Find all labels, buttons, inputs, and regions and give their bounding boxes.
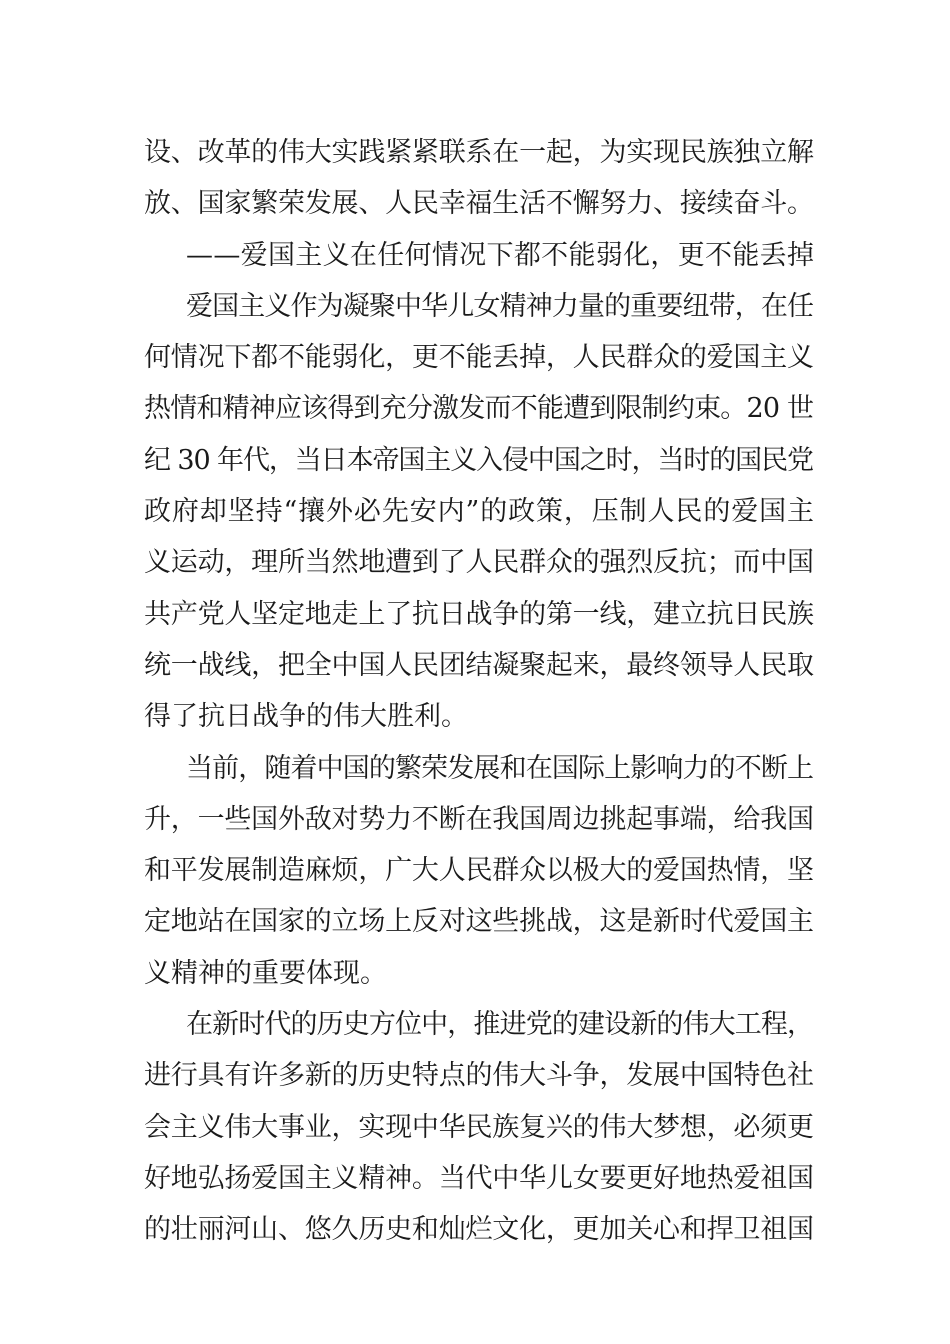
text-line: 热情和精神应该得到充分激发而不能遭到限制约束。20 世: [144, 393, 814, 425]
text-line: 进行具有许多新的历史特点的伟大斗争，发展中国特色社: [144, 1060, 814, 1092]
text-line: 好地弘扬爱国主义精神。当代中华儿女要更好地热爱祖国: [144, 1162, 814, 1194]
text-line: 的壮丽河山、悠久历史和灿烂文化，更加关心和捍卫祖国: [144, 1214, 814, 1246]
text-line: 义运动，理所当然地遭到了人民群众的强烈反抗；而中国: [144, 547, 814, 579]
text-line: 会主义伟大事业，实现中华民族复兴的伟大梦想，必须更: [144, 1111, 814, 1143]
text-line: 统一战线，把全中国人民团结凝聚起来，最终领导人民取: [144, 649, 814, 681]
text-line: 义精神的重要体现。: [144, 957, 387, 989]
text-line: 放、国家繁荣发展、人民幸福生活不懈努力、接续奋斗。: [144, 188, 814, 220]
section-heading: ——爱国主义在任何情况下都不能弱化，更不能丢掉: [186, 239, 815, 271]
paragraph-start-line: 爱国主义作为凝聚中华儿女精神力量的重要纽带，在任: [186, 290, 814, 322]
paragraph-start-line: 当前，随着中国的繁荣发展和在国际上影响力的不断上: [186, 752, 814, 784]
text-line: 何情况下都不能弱化，更不能丢掉，人民群众的爱国主义: [144, 342, 814, 374]
text-line: 共产党人坚定地走上了抗日战争的第一线，建立抗日民族: [144, 598, 814, 630]
text-line: 纪 30 年代，当日本帝国主义入侵中国之时，当时的国民党: [144, 444, 813, 476]
text-line: 定地站在国家的立场上反对这些挑战，这是新时代爱国主: [144, 906, 814, 938]
text-line: 和平发展制造麻烦，广大人民群众以极大的爱国热情，坚: [144, 855, 814, 887]
paragraph-start-line: 在新时代的历史方位中，推进党的建设新的伟大工程，: [186, 1009, 814, 1041]
text-line: 升，一些国外敌对势力不断在我国周边挑起事端，给我国: [144, 803, 814, 835]
body-text: [144, 127, 814, 1256]
text-line: 得了抗日战争的伟大胜利。: [144, 701, 468, 733]
text-line: 设、改革的伟大实践紧紧联系在一起，为实现民族独立解: [144, 137, 814, 168]
text-line: 政府却坚持“攘外必先安内”的政策，压制人民的爱国主: [144, 496, 815, 528]
